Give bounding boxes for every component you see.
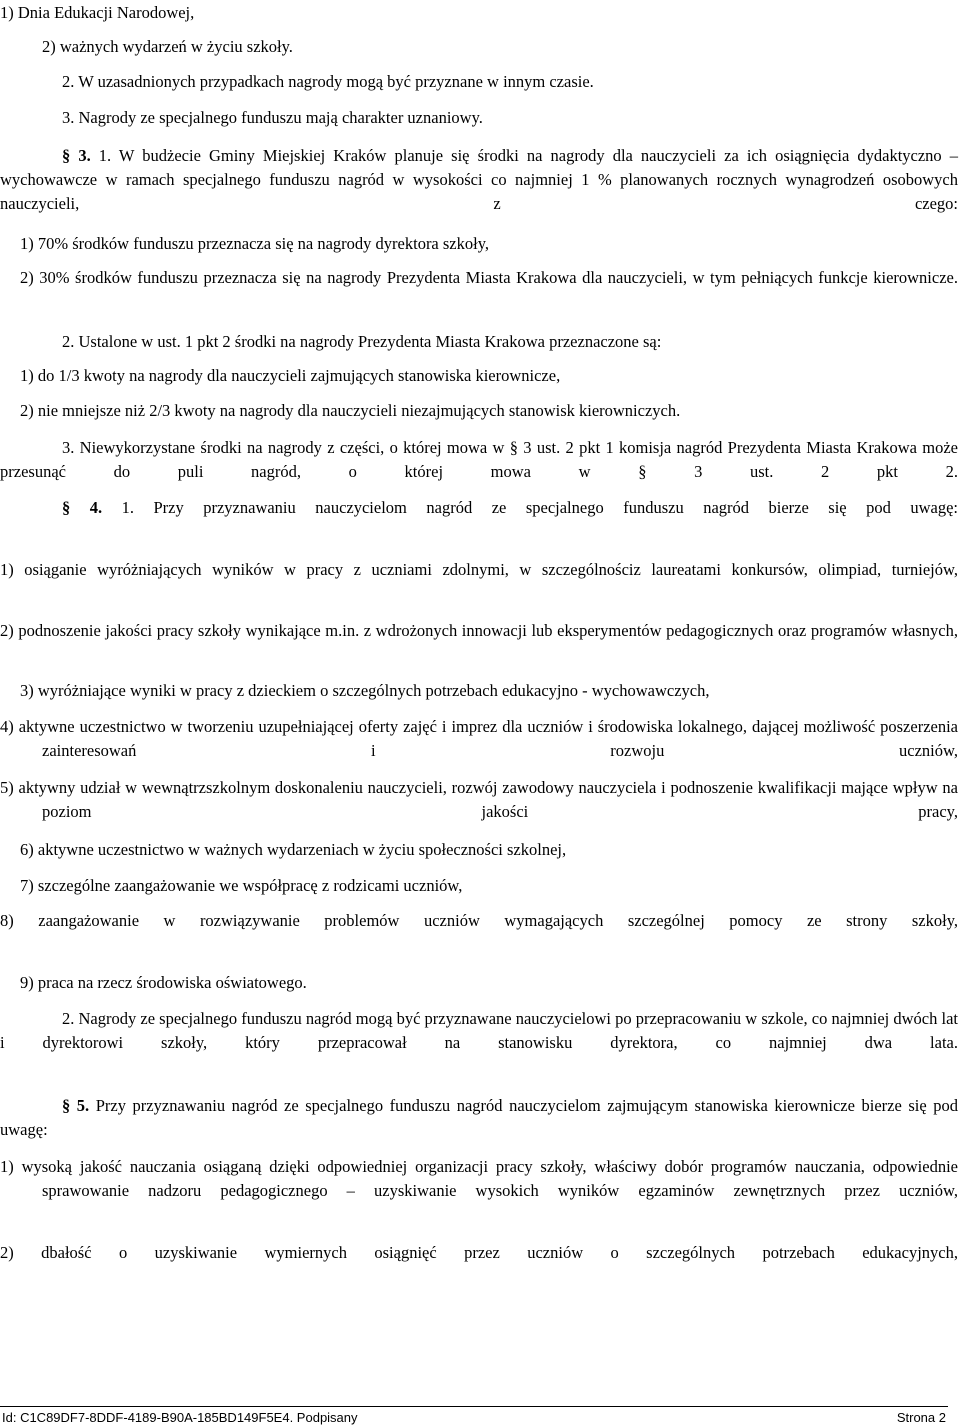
section-4-heading: § 4. [62,498,103,517]
list-item: 6) aktywne uczestnictwo w ważnych wydarzeniach w życiu społeczności szkolnej, [20,840,567,859]
section-3-paragraph-1: § 3. 1. W budżecie Gminy Miejskiej Kraków planuje się środki na nagrody dla nauczycieli za ich osiągnięcia dydaktyczno – wychowawcze w ramach specjalnego funduszu nagród w wysokości co najmniej 1 % planowanych rocznych wynagrodzeń osobowych nauczycieli, z czego: [0,146,958,213]
paragraph: 3. Niewykorzystane środki na nagrody z części, o której mowa w § 3 ust. 2 pkt 1 komisja nagród Prezydenta Miasta Krakowa może przesunąć do puli nagród, o której mowa w § 3 ust. 2 pkt 2. [0,438,958,481]
section-3-heading: § 3. [62,146,91,165]
list-item: 1) wysoką jakość nauczania osiąganą dzięki odpowiedniej organizacji pracy szkoły, właściwy dobór programów nauczania, odpowiednie sprawowanie nadzoru pedagogicznego – uzyskiwanie wysokich wyników egzaminów zewnętrznych przez uczniów, [0,1157,958,1200]
list-item: 1) 70% środków funduszu przeznacza się na nagrody dyrektora szkoły, [20,234,490,253]
list-item: 2) ważnych wydarzeń w życiu szkoły. [42,37,293,56]
list-item: 3) wyróżniające wyniki w pracy z dzieckiem o szczególnych potrzebach edukacyjno - wychowawczych, [20,681,710,700]
list-item: 1) do 1/3 kwoty na nagrody dla nauczycieli zajmujących stanowiska kierownicze, [20,366,561,385]
list-item: 2) podnoszenie jakości pracy szkoły wynikające m.in. z wdrożonych innowacji lub eksperymentów pedagogicznych oraz programów własnych, [0,621,958,640]
list-item: 5) aktywny udział w wewnątrzszkolnym doskonaleniu nauczycieli, rozwój zawodowy nauczyciela i podnoszenie kwalifikacji mające wpływ na poziom jakości pracy, [0,778,958,821]
footer-page-number: Strona 2 [896,1410,946,1425]
list-item: 8) zaangażowanie w rozwiązywanie problemów uczniów wymagających szczególnej pomocy ze strony szkoły, [0,911,958,930]
paragraph: 2. Nagrody ze specjalnego funduszu nagród mogą być przyznawane nauczycielowi po przepracowaniu w szkole, co najmniej dwóch lat i dyrektorowi szkoły, który przepracował na stanowisku dyrektora, co najmniej dwa lata. [0,1009,958,1052]
list-item: 1) Dnia Edukacji Narodowej, [0,3,195,22]
section-5-paragraph-1: § 5. Przy przyznawaniu nagród ze specjalnego funduszu nagród nauczycielom zajmującym stanowiska kierownicze bierze się pod uwagę: [0,1096,959,1139]
footer-divider [0,1406,948,1407]
paragraph: 2. W uzasadnionych przypadkach nagrody mogą być przyznane w innym czasie. [62,72,594,91]
paragraph: 3. Nagrody ze specjalnego funduszu mają charakter uznaniowy. [62,108,483,127]
list-item: 9) praca na rzecz środowiska oświatowego. [20,973,307,992]
footer-document-id: Id: C1C89DF7-8DDF-4189-B90A-185BD149F5E4. Podpisany [2,1410,358,1425]
list-item: 2) dbałość o uzyskiwanie wymiernych osiągnięć przez uczniów o szczególnych potrzebach edukacyjnych, [0,1243,958,1262]
list-item: 4) aktywne uczestnictwo w tworzeniu uzupełniającej oferty zajęć i imprez dla uczniów i środowiska lokalnego, dającej możliwość poszerzenia zainteresowań i rozwoju uczniów, [0,717,958,760]
section-5-heading: § 5. [62,1096,90,1115]
list-item: 2) 30% środków funduszu przeznacza się na nagrody Prezydenta Miasta Krakowa dla nauczycieli, w tym pełniących funkcje kierownicze. [20,268,958,287]
list-item: 2) nie mniejsze niż 2/3 kwoty na nagrody dla nauczycieli niezajmujących stanowisk kierowniczych. [20,401,681,420]
list-item: 1) osiąganie wyróżniających wyników w pracy z uczniami zdolnymi, w szczególnościz laureatami konkursów, olimpiad, turniejów, [0,560,958,579]
paragraph: 2. Ustalone w ust. 1 pkt 2 środki na nagrody Prezydenta Miasta Krakowa przeznaczone są: [62,332,662,351]
list-item: 7) szczególne zaangażowanie we współpracę z rodzicami uczniów, [20,876,463,895]
section-4-paragraph-1: § 4. 1. Przy przyznawaniu nauczycielom nagród ze specjalnego funduszu nagród bierze się pod uwagę: [62,498,959,517]
